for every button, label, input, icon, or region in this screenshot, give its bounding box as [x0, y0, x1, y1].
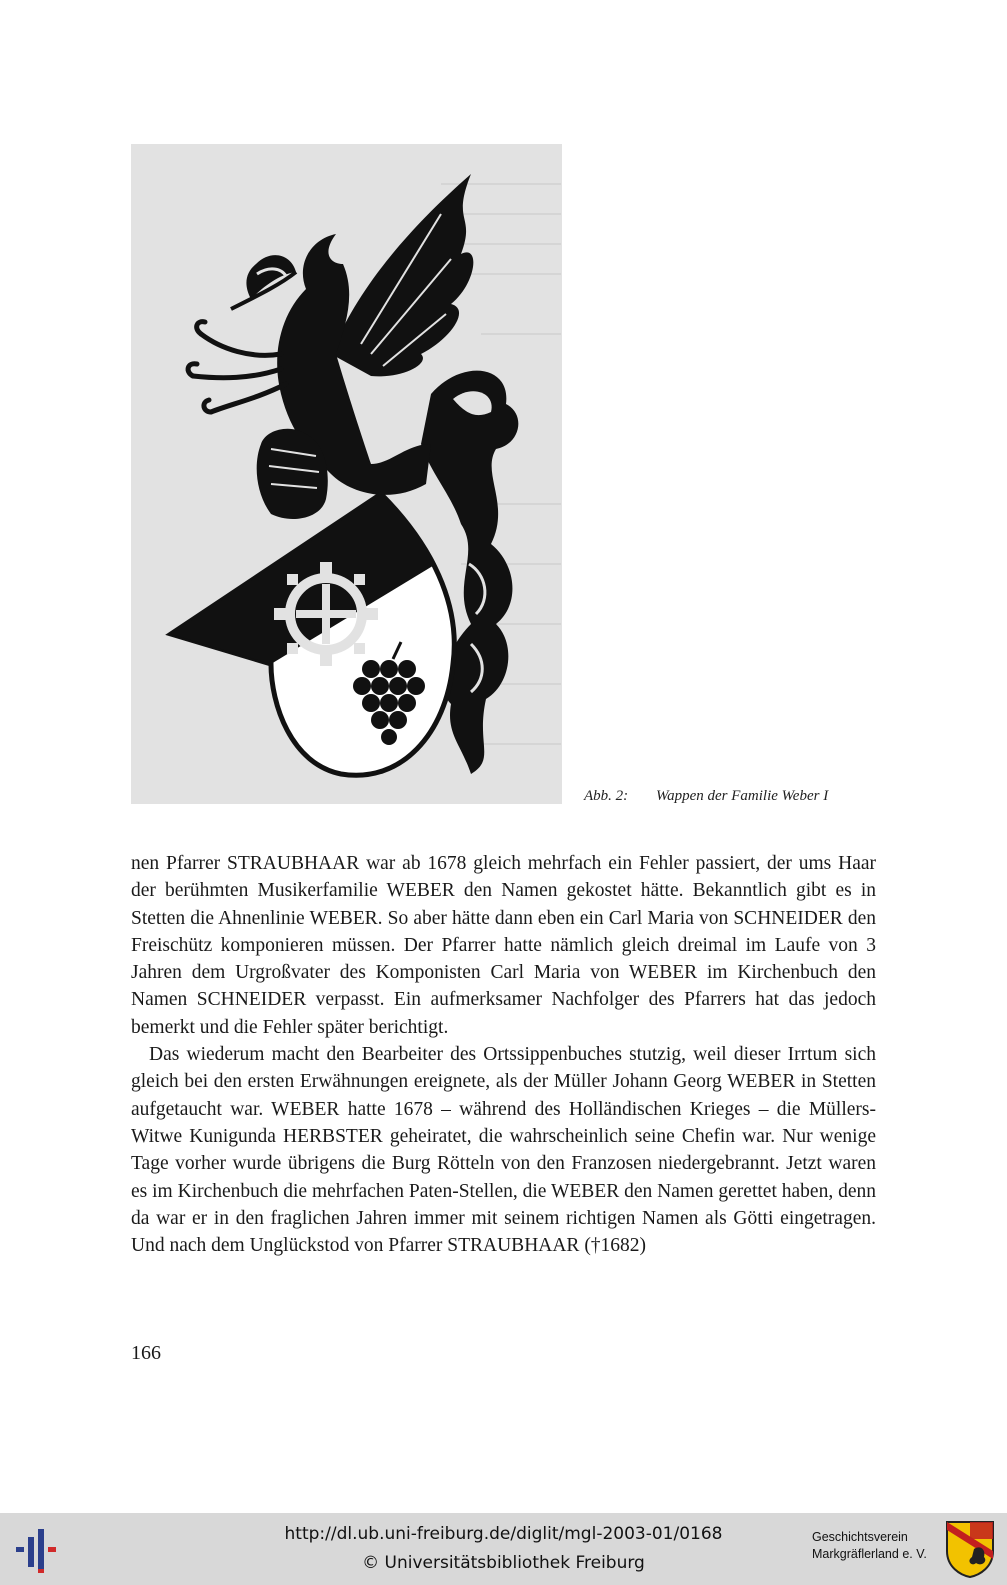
- copyright-notice: © Universitätsbibliothek Freiburg: [362, 1553, 645, 1573]
- coat-of-arms-image: [131, 144, 562, 804]
- society-name-line: Markgräflerland e. V.: [812, 1547, 927, 1561]
- footer-bar: [0, 1513, 1007, 1585]
- page-number: 166: [131, 1342, 161, 1364]
- society-shield-icon: [944, 1519, 996, 1579]
- society-name-line: Geschichtsverein: [812, 1530, 908, 1544]
- society-name: [812, 1529, 942, 1563]
- body-text: [131, 850, 876, 1259]
- paragraph: nen Pfarrer STRAUBHAAR war ab 1678 gleich mehrfach ein Fehler passiert, der ums Haar der berühmten Musikerfamilie WEBER den Namen gekostet hätte. Bekanntlich gibt es in Stetten die Ahnenlinie WEBER. So aber hätte dann eben ein Carl Maria von SCHNEIDER den Freischütz komponieren müssen. Der Pfarrer hatte nämlich gleich dreimal im Laufe von 3 Jahren dem Urgroßvater des Komponisten Carl Maria von WEBER im Kirchenbuch den Namen SCHNEIDER verpasst. Ein aufmerksamer Nachfolger des Pfarrers hat das jedoch bemerkt und die Fehler später berichtigt.: [131, 853, 876, 1038]
- document-url[interactable]: http://dl.ub.uni-freiburg.de/diglit/mgl-2003-01/0168: [284, 1524, 723, 1544]
- paragraph: Das wiederum macht den Bearbeiter des Ortssippenbuches stutzig, weil dieser Irrtum sich gleich bei den ersten Erwähnungen ereignete, als der Müller Johann Georg WEBER in Stetten aufgetaucht war. WEBER hatte 1678 – während des Holländischen Krieges – die Müllers-Witwe Kunigunda HERBSTER geheiratet, die wahrscheinlich seine Chefin war. Nur wenige Tage vorher wurde übrigens die Burg Rötteln von den Franzosen niedergebrannt. Jetzt waren es im Kirchenbuch die mehrfachen Paten-Stellen, die WEBER den Namen gerettet haben, denn da war er in den fraglichen Jahren immer mit seinem richtigen Namen als Götti eingetragen. Und nach dem Unglückstod von Pfarrer STRAUBHAAR (†1682): [131, 1044, 876, 1257]
- figure-caption-number: Abb. 2:: [584, 788, 629, 804]
- figure-caption: [584, 788, 884, 805]
- figure-caption-text: Wappen der Familie Weber I: [656, 788, 829, 804]
